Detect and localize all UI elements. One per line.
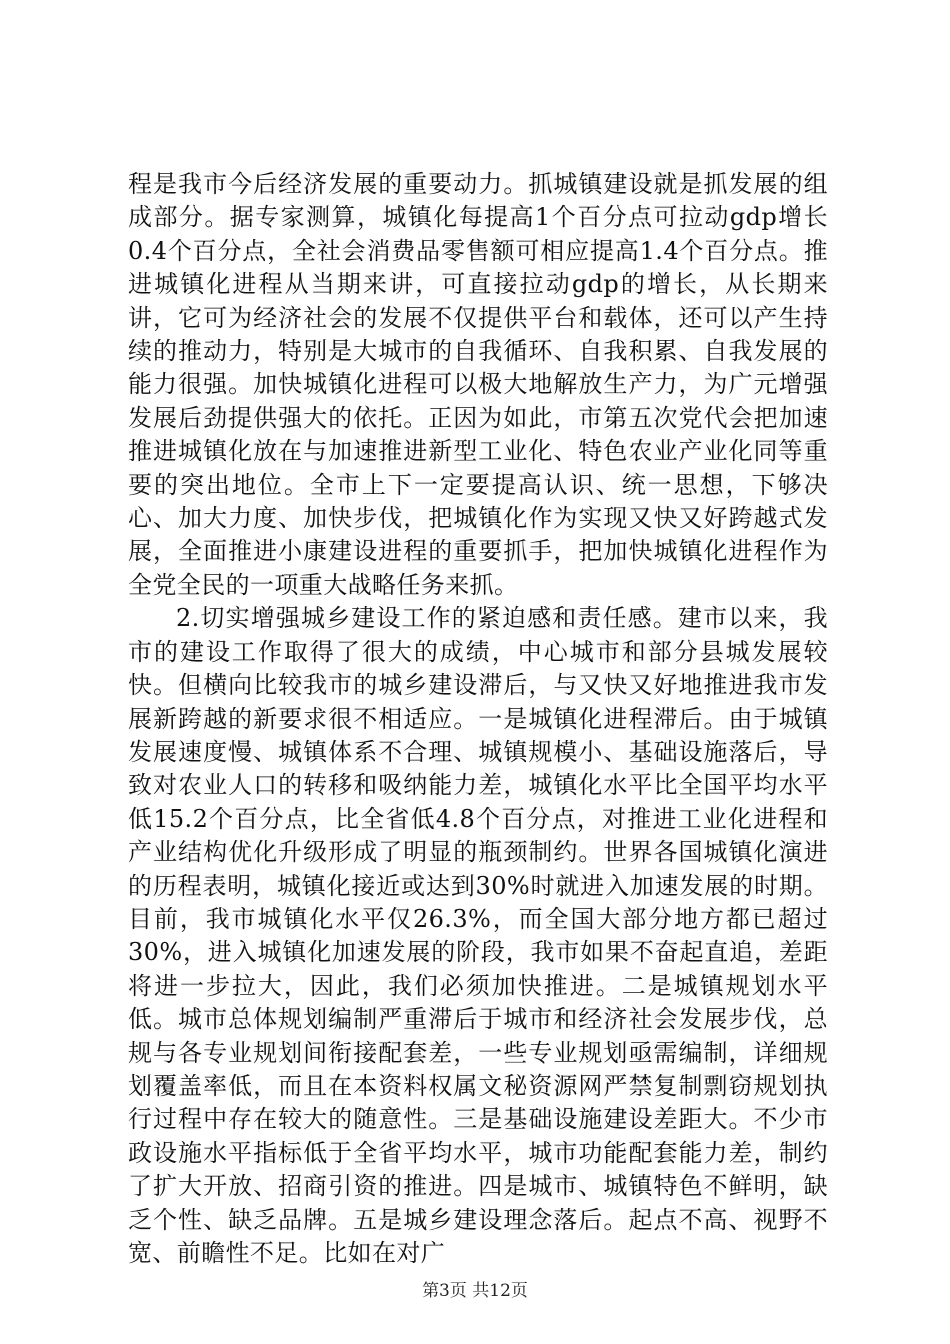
paragraph-continuation: 程是我市今后经济发展的重要动力。抓城镇建设就是抓发展的组成部分。据专家测算，城镇化每提高1个百分点可拉动gdp增长0.4个百分点，全社会消费品零售额可相应提高1.4个百分点。推进城镇化进程从当期来讲，可直接拉动gdp的增长，从长期来讲，它可为经济社会的发展不仅提供平台和载体，还可以产生持续的推动力，特别是大城市的自我循环、自我积累、自我发展的能力很强。加快城镇化进程可以极大地解放生产力，为广元增强发展后劲提供强大的依托。正因为如此，市第五次党代会把加速推进城镇化放在与加速推进新型工业化、特色农业产业化同等重要的突出地位。全市上下一定要提高认识、统一思想，下够决心、加大力度、加快步伐，把城镇化作为实现又快又好跨越式发展，全面推进小康建设进程的重要抓手，把加快城镇化进程作为全党全民的一项重大战略任务来抓。 bbox=[128, 170, 828, 599]
page-footer bbox=[0, 1276, 950, 1301]
document-body bbox=[128, 168, 828, 1270]
page-number-label: 第3页 共12页 bbox=[422, 1281, 528, 1301]
paragraph-section-2: 2.切实增强城乡建设工作的紧迫感和责任感。建市以来，我市的建设工作取得了很大的成绩，中心城市和部分县城发展较快。但横向比较我市的城乡建设滞后，与又快又好地推进我市发展新跨越的新要求很不相适应。一是城镇化进程滞后。由于城镇发展速度慢、城镇体系不合理、城镇规模小、基础设施落后，导致对农业人口的转移和吸纳能力差，城镇化水平比全国平均水平低15.2个百分点，比全省低4.8个百分点，对推进工业化进程和产业结构优化升级形成了明显的瓶颈制约。世界各国城镇化演进的历程表明，城镇化接近或达到30%时就进入加速发展的时期。目前，我市城镇化水平仅26.3%，而全国大部分地方都已超过30%，进入城镇化加速发展的阶段，我市如果不奋起直追，差距将进一步拉大，因此，我们必须加快推进。二是城镇规划水平低。城市总体规划编制严重滞后于城市和经济社会发展步伐，总规与各专业规划间衔接配套差，一些专业规划亟需编制，详细规划覆盖率低，而且在本资料权属文秘资源网严禁复制剽窃规划执行过程中存在较大的随意性。三是基础设施建设差距大。不少市政设施水平指标低于全省平均水平，城市功能配套能力差，制约了扩大开放、招商引资的推进。四是城市、城镇特色不鲜明，缺乏个性、缺乏品牌。五是城乡建设理念落后。起点不高、视野不宽、前瞻性不足。比如在对广 bbox=[128, 604, 828, 1267]
